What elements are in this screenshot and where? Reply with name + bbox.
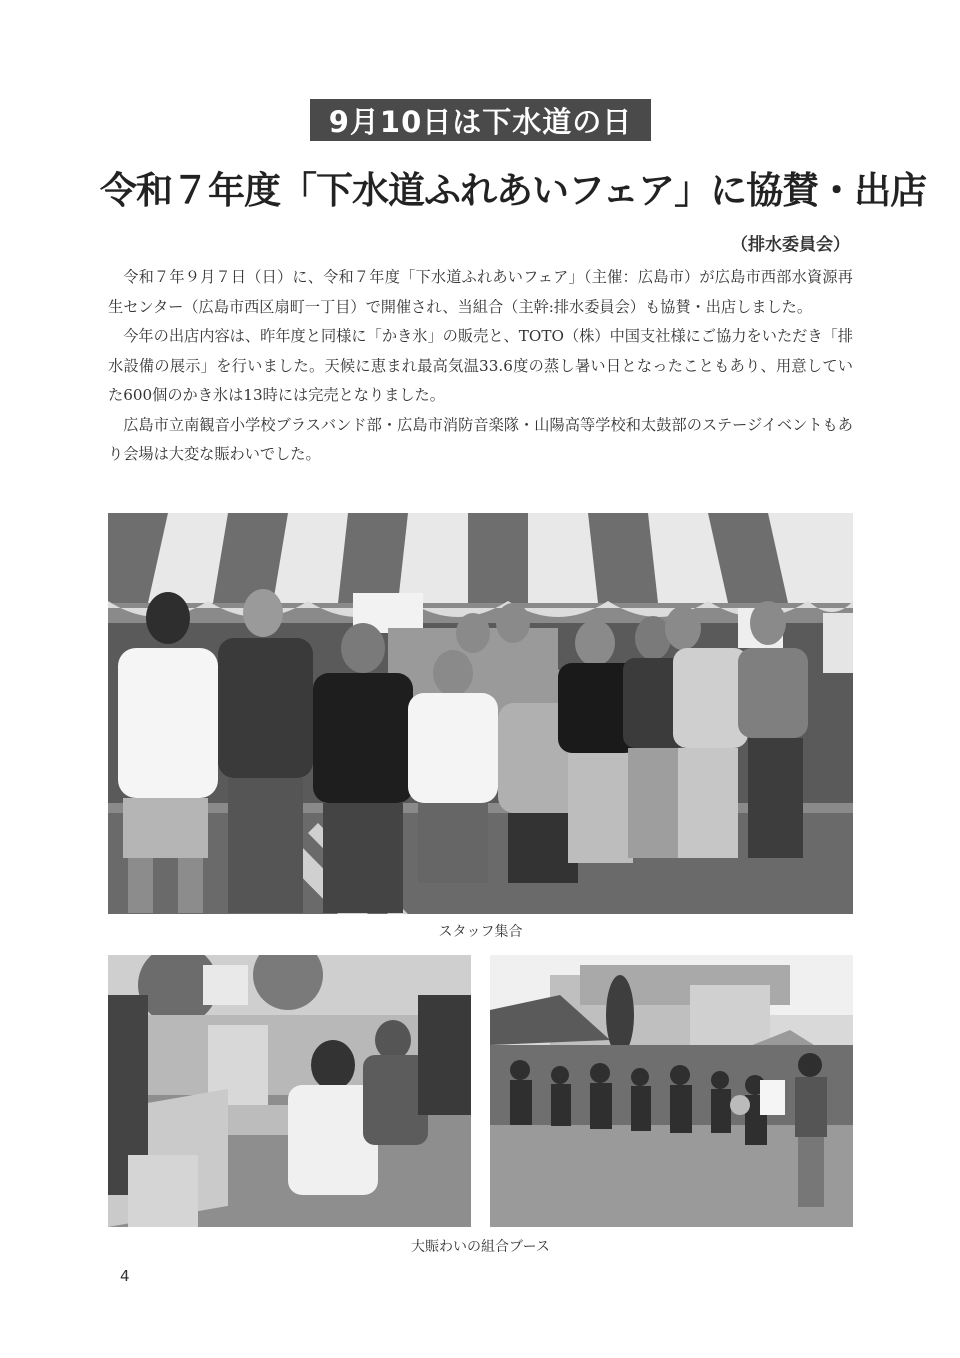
committee-label: （排水委員会） [731,235,850,255]
article-body [108,263,853,470]
staff-group-photo [108,513,853,914]
paragraph-3: 広島市立南観音小学校ブラスバンド部・広島市消防音楽隊・山陽高等学校和太鼓部のステージイベントもあり会場は大変な賑わいでした。 [108,415,853,463]
page-number: 4 [120,1267,130,1285]
staff-photo-caption: スタッフ集合 [438,924,523,940]
shaved-ice-booth-photo [108,955,471,1227]
paragraph-2: 今年の出店内容は、昨年度と同様に「かき氷」の販売と、TOTO（株）中国支社様にご協力をいただき「排水設備の展示」を行いました。天候に恵まれ最高気温33.6度の蒸し暑い日となったこともあり、用意していた600個のかき氷は13時には完売となりました。 [108,327,853,404]
section-banner: 9月10日は下水道の日 [310,99,651,141]
booth-photo-caption: 大賑わいの組合ブース [411,1239,550,1255]
article-title: 令和７年度「下水道ふれあいフェア」に協賛・出店 [100,169,927,212]
paragraph-1: 令和７年９月７日（日）に、令和７年度「下水道ふれあいフェア」（主催：広島市）が広島市西部水資源再生センター（広島市西区扇町一丁目）で開催され、当組合（主幹:排水委員会）も協賛・出店しました。 [108,268,853,316]
crowded-booth-photo [490,955,853,1227]
